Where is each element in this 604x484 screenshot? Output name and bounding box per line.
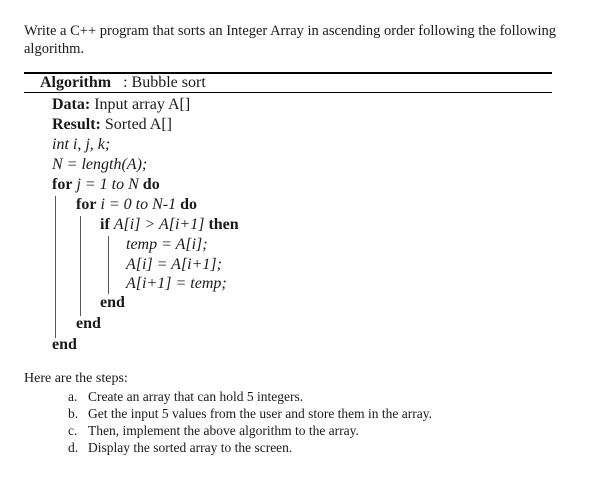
algorithm-header <box>40 74 206 92</box>
steps-list <box>68 388 432 456</box>
step-item <box>68 439 432 456</box>
step-text: Display the sorted array to the screen. <box>88 440 293 455</box>
step-text: Create an array that can hold 5 integers. <box>88 389 304 404</box>
outer-for-expr: j = 1 to N <box>76 176 139 193</box>
step-item <box>68 388 432 405</box>
algorithm-keyword: Algorithm <box>40 74 112 91</box>
step-text: Then, implement the above algorithm to the array. <box>88 423 359 438</box>
data-value: Input array A[] <box>94 96 191 113</box>
result-label: Result: <box>52 116 101 133</box>
declaration-line: int i, j, k; <box>52 136 111 153</box>
swap-stmt-1: temp = A[i]; <box>126 236 208 253</box>
steps-title: Here are the steps: <box>24 371 128 386</box>
inner-for-line <box>76 196 197 214</box>
algorithm-header-rule <box>24 92 552 93</box>
end-inner-for: end <box>76 315 101 332</box>
outer-for-line <box>52 176 160 194</box>
swap-stmt-2: A[i] = A[i+1]; <box>126 256 222 273</box>
result-value: Sorted A[] <box>104 116 172 133</box>
step-item <box>68 422 432 439</box>
outer-loop-bar <box>55 196 56 338</box>
if-block-bar <box>108 236 109 294</box>
end-outer-for: end <box>52 336 77 353</box>
result-line <box>52 116 172 134</box>
instructions-intro: Write a C++ program that sorts an Integer Array in ascending order following the following algorithm. <box>24 23 556 57</box>
end-if: end <box>100 294 125 311</box>
algorithm-title: : Bubble sort <box>123 74 206 91</box>
inner-loop-bar <box>80 216 81 316</box>
step-marker: a. <box>68 389 78 404</box>
step-marker: b. <box>68 406 79 421</box>
data-line <box>52 96 190 114</box>
if-keyword: if <box>100 216 110 233</box>
step-marker: c. <box>68 423 78 438</box>
swap-stmt-3: A[i+1] = temp; <box>126 275 227 292</box>
inner-do-keyword: do <box>180 196 198 213</box>
n-assign-line: N = length(A); <box>52 156 148 173</box>
step-marker: d. <box>68 440 79 455</box>
inner-for-expr: i = 0 to N-1 <box>100 196 177 213</box>
data-label: Data: <box>52 96 91 113</box>
outer-do-keyword: do <box>142 176 160 193</box>
step-item <box>68 405 432 422</box>
step-text: Get the input 5 values from the user and store them in the array. <box>88 406 433 421</box>
inner-for-keyword: for <box>76 196 97 213</box>
outer-for-keyword: for <box>52 176 73 193</box>
then-keyword: then <box>208 216 239 233</box>
if-line <box>100 216 239 234</box>
if-condition: A[i] > A[i+1] <box>113 216 205 233</box>
